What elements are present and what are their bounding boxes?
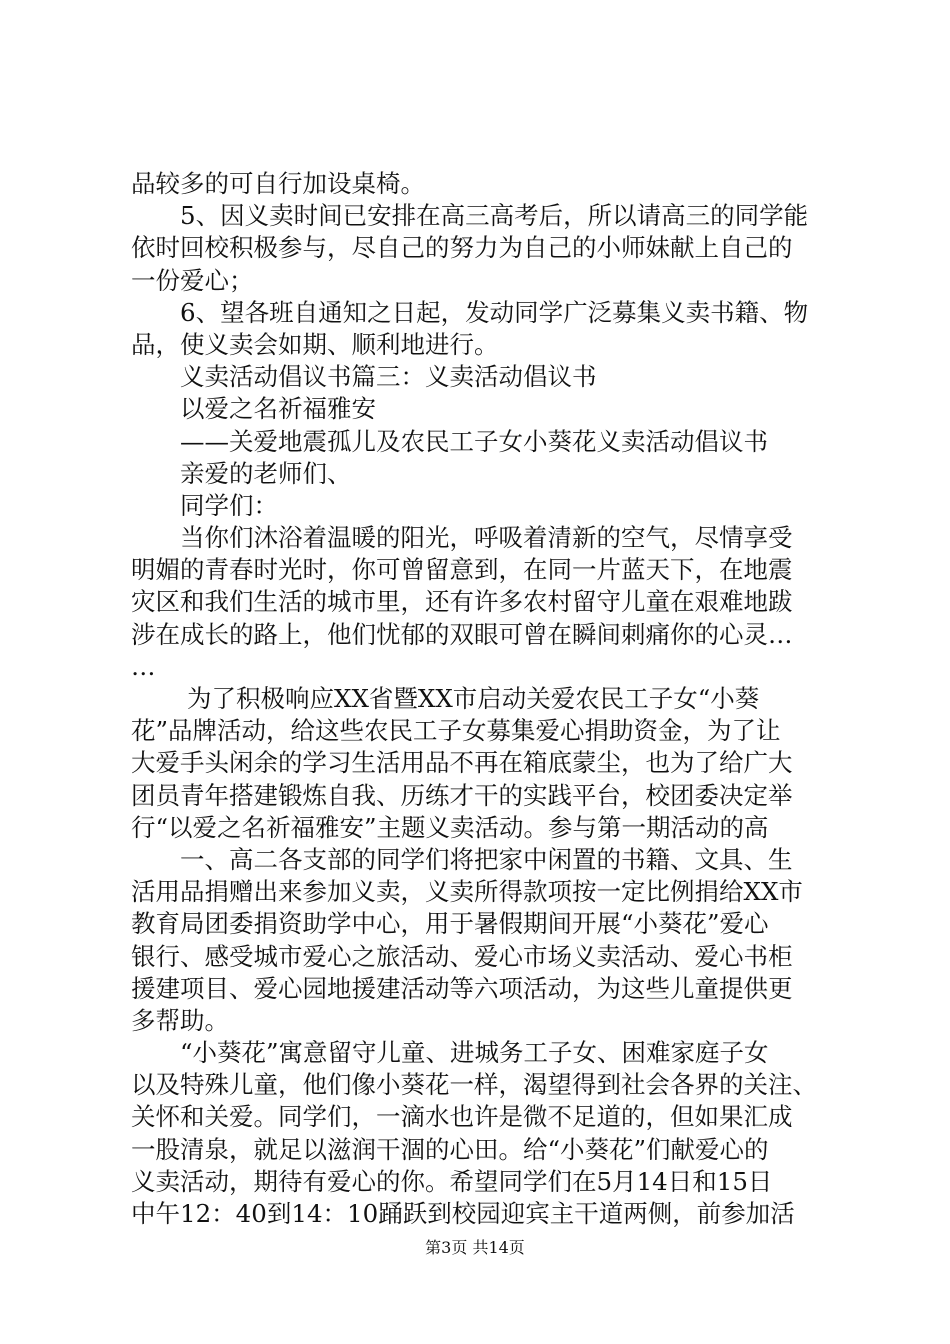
text-line: 一股清泉，就足以滋润干涸的心田。给“小葵花”们献爱心的: [131, 1134, 769, 1164]
page-number: 第3页 共14页: [425, 1238, 525, 1257]
text-line: 品，使义卖会如期、顺利地进行。: [131, 329, 499, 359]
salutation: 同学们：: [180, 490, 278, 520]
text-line: 为了积极响应XX省暨XX市启动关爱农民工子女“小葵: [187, 684, 760, 713]
text-line: 援建项目、爱心园地援建活动等六项活动，为这些儿童提供更: [131, 973, 793, 1003]
text-line: 花”品牌活动，给这些农民工子女募集爱心捐助资金，为了让: [131, 716, 781, 746]
text-line: 活用品捐赠出来参加义卖，义卖所得款项按一定比例捐给XX市: [131, 877, 803, 907]
section-heading: 义卖活动倡议书篇三：义卖活动倡议书: [180, 362, 597, 392]
proposal-title: 以爱之名祈福雅安: [180, 394, 376, 424]
text-line: 教育局团委捐资助学中心，用于暑假期间开展“小葵花”爱心: [131, 909, 769, 939]
text-line: 5、因义卖时间已安排在高三高考后，所以请高三的同学能: [180, 201, 809, 231]
text-line: 以及特殊儿童，他们像小葵花一样，渴望得到社会各界的关注、: [131, 1070, 817, 1100]
text-line: 银行、感受城市爱心之旅活动、爱心市场义卖活动、爱心书柜: [131, 941, 793, 971]
text-line: 品较多的可自行加设桌椅。: [131, 169, 425, 198]
text-line: 大爱手头闲余的学习生活用品不再在箱底蒙尘，也为了给广大: [131, 748, 793, 778]
text-line: 明媚的青春时光时，你可曾留意到，在同一片蓝天下，在地震: [131, 555, 793, 585]
document-body: [131, 168, 831, 1230]
text-line: 依时回校积极参与，尽自己的努力为自己的小师妹献上自己的: [131, 233, 793, 263]
text-line: 灾区和我们生活的城市里，还有许多农村留守儿童在艰难地跋: [131, 587, 793, 617]
text-line: “小葵花”寓意留守儿童、进城务工子女、困难家庭子女: [180, 1038, 769, 1068]
text-line: 涉在成长的路上，他们忧郁的双眼可曾在瞬间刺痛你的心灵…: [131, 619, 793, 649]
text-line: 行“以爱之名祈福雅安”主题义卖活动。参与第一期活动的高: [131, 812, 769, 842]
text-line: …: [131, 651, 156, 681]
text-line: 中午12：40到14：10踊跃到校园迎宾主干道两侧，前参加活: [131, 1199, 795, 1228]
text-line: 当你们沐浴着温暖的阳光，呼吸着清新的空气，尽情享受: [180, 523, 793, 553]
text-line: 一、高二各支部的同学们将把家中闲置的书籍、文具、生: [180, 844, 793, 874]
text-line: 6、望各班自通知之日起，发动同学广泛募集义卖书籍、物: [180, 297, 809, 327]
text-line: 多帮助。: [131, 1005, 229, 1035]
text-line: 义卖活动，期待有爱心的你。希望同学们在5月14日和15日: [131, 1166, 773, 1196]
salutation: 亲爱的老师们、: [180, 458, 352, 488]
text-line: 关怀和关爱。同学们，一滴水也许是微不足道的，但如果汇成: [131, 1102, 793, 1132]
text-line: 团员青年搭建锻炼自我、历练才干的实践平台，校团委决定举: [131, 780, 793, 810]
proposal-subtitle: ——关爱地震孤儿及农民工子女小葵花义卖活动倡议书: [180, 426, 768, 456]
text-line: 一份爱心；: [131, 265, 254, 295]
